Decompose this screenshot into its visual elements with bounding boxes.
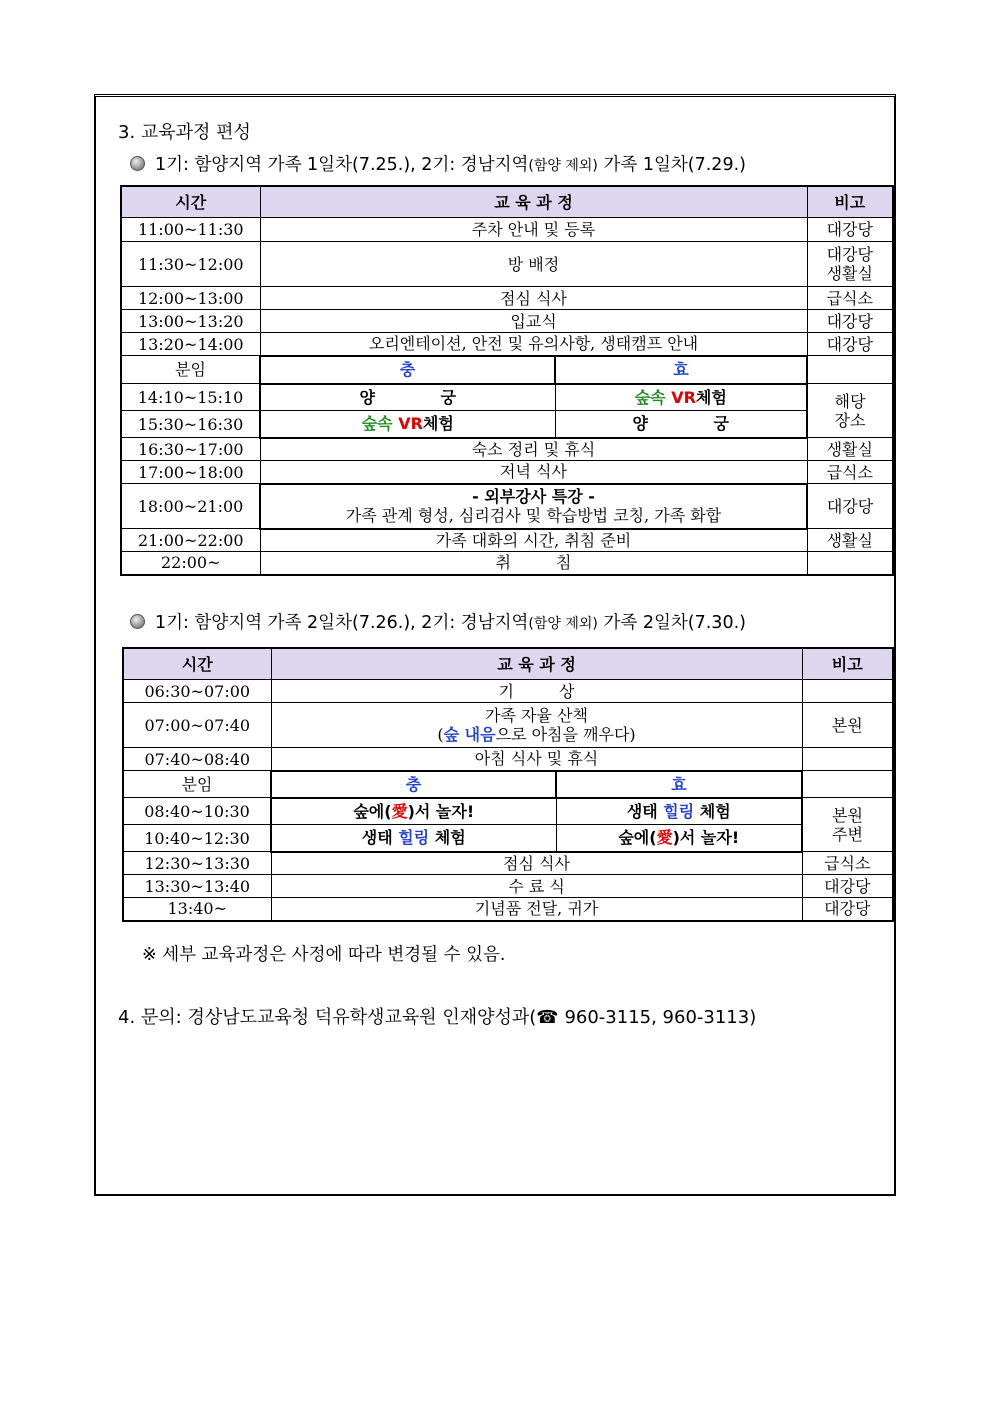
course-cell: 가족 대화의 시간, 취침 준비: [260, 529, 807, 552]
footnote: ※ 세부 교육과정은 사정에 따라 변경될 수 있음.: [142, 945, 506, 965]
group-label: 분임: [121, 356, 260, 384]
lecture-title: - 외부강사 특강 -: [472, 487, 595, 506]
group-header-row: [121, 356, 893, 384]
course-cell: 입교식: [260, 310, 807, 333]
note-cell: [802, 680, 893, 703]
day2-caption-end: 가족 2일차(7.30.): [597, 613, 746, 633]
table-row: [121, 438, 893, 461]
header-course: 교 육 과 정: [260, 186, 807, 218]
activity-text: 숲에(: [353, 801, 392, 821]
phone-icon: ☎: [536, 1007, 559, 1028]
group-a-header: 충: [260, 356, 555, 384]
course-cell: 수 료 식: [271, 875, 802, 898]
activity-text: )서 놀자!: [407, 801, 475, 821]
contact-line: [118, 1003, 756, 1029]
note-cell: 대강당: [807, 333, 893, 356]
activity-green-text: 숲속: [634, 387, 666, 407]
activity-text: 숲에(: [618, 828, 657, 848]
table-row: [123, 825, 893, 852]
activity-red-text: 愛: [656, 828, 673, 848]
table-row: [123, 898, 893, 921]
note-cell: 해당 장소: [807, 384, 893, 438]
note-cell: 대강당 생활실: [807, 242, 893, 287]
note-cell: 급식소: [807, 287, 893, 310]
header-time: 시간: [123, 648, 271, 680]
course-cell: 숙소 정리 및 휴식: [260, 438, 807, 461]
note-cell: 대강당: [807, 310, 893, 333]
day1-caption-small: (함양 제외): [528, 158, 598, 174]
day1-caption-main: 1기: 함양지역 가족 1일차(7.25.), 2기: 경남지역: [155, 155, 529, 175]
time-cell: 10:40~12:30: [123, 825, 271, 852]
table-row: [123, 703, 893, 748]
note-cell: 대강당: [802, 898, 893, 921]
group-a-header: 충: [271, 771, 556, 798]
activity-text: 체험: [694, 801, 731, 821]
note-cell: [802, 771, 893, 798]
activity-green-text: 숲속: [361, 414, 393, 434]
note-cell: [802, 748, 893, 771]
lecture-cell: [260, 484, 807, 529]
time-cell: 07:00~07:40: [123, 703, 271, 748]
time-cell: 06:30~07:00: [123, 680, 271, 703]
time-cell: 16:30~17:00: [121, 438, 260, 461]
time-cell: 15:30~16:30: [121, 411, 260, 438]
group-b-header: 효: [556, 771, 802, 798]
course-cell: 오리엔테이션, 안전 및 유의사항, 생태캠프 안내: [260, 333, 807, 356]
header-time: 시간: [121, 186, 260, 218]
group-b-header: 효: [555, 356, 807, 384]
note-cell: 급식소: [802, 852, 893, 875]
table-row: [121, 287, 893, 310]
activity-text: 체험: [695, 387, 727, 407]
activity-cell: [271, 825, 556, 852]
activity-cell: [271, 798, 556, 825]
activity-cell: [555, 384, 807, 411]
table-row: [121, 461, 893, 484]
activity-cell: 양 궁: [555, 411, 807, 438]
time-cell: 12:30~13:30: [123, 852, 271, 875]
bullet-icon: [130, 156, 145, 171]
table-row: [121, 310, 893, 333]
time-cell: 14:10~15:10: [121, 384, 260, 411]
table-row: [123, 852, 893, 875]
table-row: [121, 333, 893, 356]
day2-caption: [130, 609, 746, 634]
time-cell: 07:40~08:40: [123, 748, 271, 771]
contact-prefix: 4. 문의: 경상남도교육청 덕유학생교육원 인재양성과(: [118, 1007, 537, 1028]
activity-blue-text: 힐링: [398, 828, 430, 848]
note-cell: [807, 356, 893, 384]
time-cell: 11:00~11:30: [121, 218, 260, 242]
activity-red-text: 愛: [391, 801, 408, 821]
day1-caption: [130, 151, 746, 176]
activity-text: 체험: [429, 828, 466, 848]
day2-caption-small: (함양 제외): [528, 616, 598, 632]
course-cell: 저녁 식사: [260, 461, 807, 484]
note-cell: 생활실: [807, 529, 893, 552]
course-cell: 점심 식사: [260, 287, 807, 310]
lecture-desc: 가족 관계 형성, 심리검사 및 학습방법 코칭, 가족 화합: [345, 506, 722, 525]
table-row: [121, 529, 893, 552]
group-header-row: [123, 771, 893, 798]
course-cell: 취 침: [260, 552, 807, 575]
note-cell: 급식소: [807, 461, 893, 484]
activity-cell: [260, 411, 555, 438]
time-cell: 13:30~13:40: [123, 875, 271, 898]
note-cell: 대강당: [807, 484, 893, 529]
table-row: [123, 748, 893, 771]
walk-title: 가족 자율 산책: [485, 706, 588, 725]
day1-caption-end: 가족 1일차(7.29.): [597, 155, 746, 175]
walk-subtitle: [272, 725, 802, 744]
note-cell: [807, 552, 893, 575]
activity-text: 생태: [361, 828, 399, 848]
time-cell: 12:00~13:00: [121, 287, 260, 310]
day2-caption-main: 1기: 함양지역 가족 2일차(7.26.), 2기: 경남지역: [155, 613, 529, 633]
activity-cell: [556, 798, 802, 825]
group-label: 분임: [123, 771, 271, 798]
course-cell: 주차 안내 및 등록: [260, 218, 807, 242]
course-cell: 방 배정: [260, 242, 807, 287]
header-course: 교 육 과 정: [271, 648, 802, 680]
activity-red-text: VR: [398, 414, 423, 434]
time-cell: 13:40~: [123, 898, 271, 921]
course-cell: [271, 703, 802, 748]
time-cell: 21:00~22:00: [121, 529, 260, 552]
activity-red-text: VR: [671, 387, 696, 407]
walk-rest-text: 으로 아침을 깨우다): [495, 725, 636, 744]
header-note: 비고: [802, 648, 893, 680]
course-cell: 아침 식사 및 휴식: [271, 748, 802, 771]
course-cell: 기 상: [271, 680, 802, 703]
activity-text: )서 놀자!: [672, 828, 740, 848]
time-cell: 22:00~: [121, 552, 260, 575]
contact-numbers: 960-3115, 960-3113): [558, 1007, 757, 1028]
walk-blue-text: 숲 내음: [443, 725, 496, 744]
note-cell: 생활실: [807, 438, 893, 461]
table-row: [121, 384, 893, 411]
activity-text: 생태: [626, 801, 664, 821]
day2-schedule-table: [122, 647, 894, 922]
time-cell: 17:00~18:00: [121, 461, 260, 484]
note-cell: 본원: [802, 703, 893, 748]
table-row: [123, 798, 893, 825]
activity-text: 체험: [422, 414, 454, 434]
time-cell: 13:00~13:20: [121, 310, 260, 333]
note-cell: 대강당: [802, 875, 893, 898]
table-row: [123, 680, 893, 703]
header-note: 비고: [807, 186, 893, 218]
note-cell: 본원 주변: [802, 798, 893, 852]
time-cell: 08:40~10:30: [123, 798, 271, 825]
table-row: [121, 484, 893, 529]
section-3-title: 3. 교육과정 편성: [118, 122, 251, 143]
course-cell: 기념품 전달, 귀가: [271, 898, 802, 921]
bullet-icon: [130, 614, 145, 629]
course-cell: 점심 식사: [271, 852, 802, 875]
activity-cell: [556, 825, 802, 852]
table-row: [121, 552, 893, 575]
walk-paren: (: [437, 725, 444, 744]
table-row: [121, 218, 893, 242]
time-cell: 13:20~14:00: [121, 333, 260, 356]
table-row: [123, 875, 893, 898]
day1-schedule-table: [120, 185, 894, 576]
table-row: [121, 411, 893, 438]
time-cell: 11:30~12:00: [121, 242, 260, 287]
time-cell: 18:00~21:00: [121, 484, 260, 529]
table-row: [121, 242, 893, 287]
note-cell: 대강당: [807, 218, 893, 242]
activity-blue-text: 힐링: [663, 801, 695, 821]
activity-cell: 양 궁: [260, 384, 555, 411]
